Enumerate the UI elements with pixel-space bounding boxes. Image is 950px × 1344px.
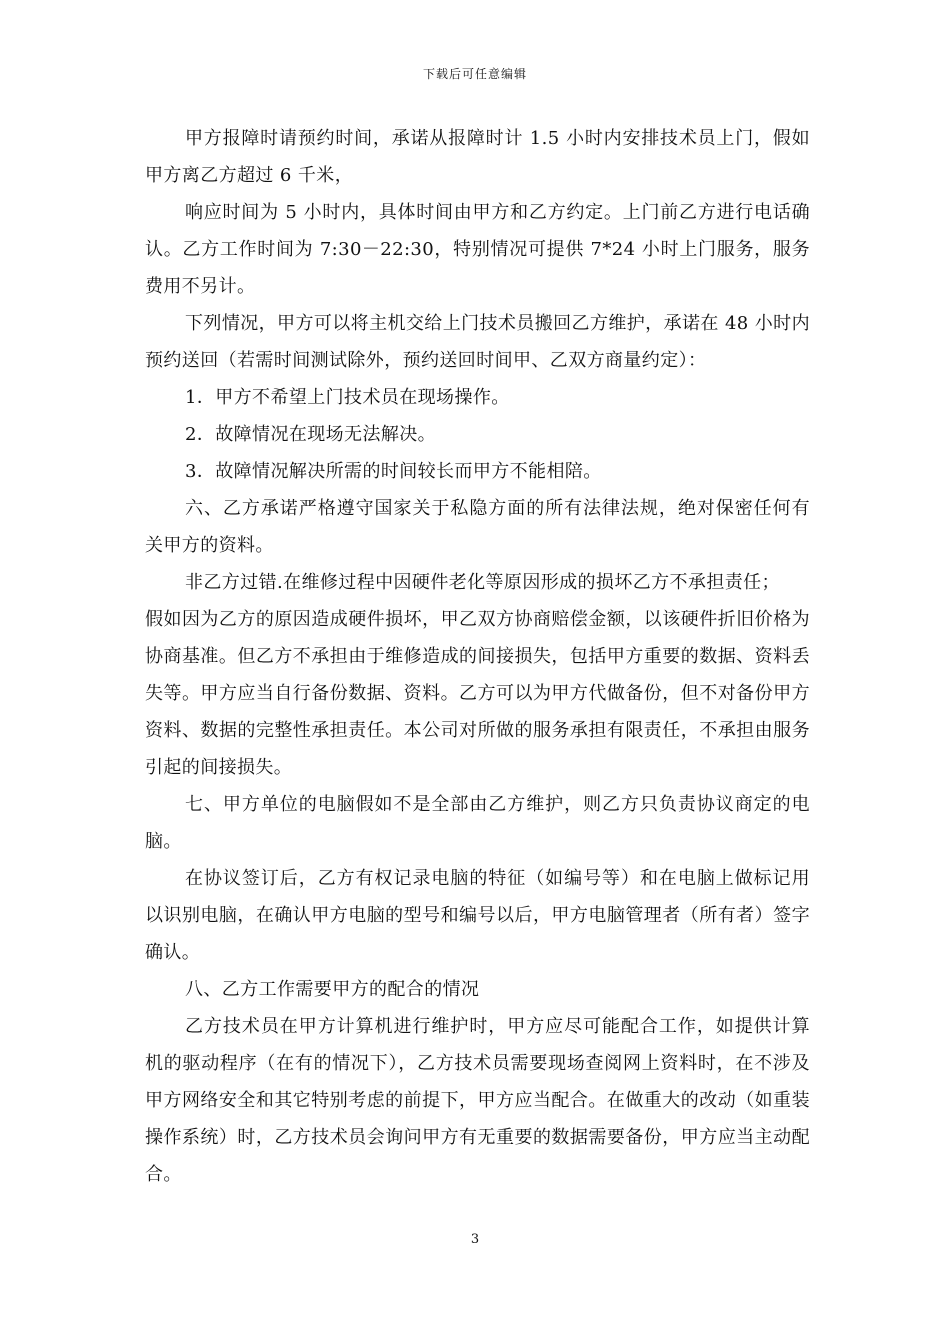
section-7-scope: 七、甲方单位的电脑假如不是全部由乙方维护，则乙方只负责协议商定的电脑。 [145, 794, 810, 852]
page-header: 下载后可任意编辑 [422, 67, 527, 81]
section-8-title: 八、乙方工作需要甲方的配合的情况 [185, 979, 480, 1000]
paragraph-computer-marking: 在协议签订后，乙方有权记录电脑的特征（如编号等）和在电脑上做标记用以识别电脑，在确认甲方电脑的型号和编号以后，甲方电脑管理者（所有者）签字确认。 [145, 868, 810, 963]
paragraph-cooperation: 乙方技术员在甲方计算机进行维护时，甲方应尽可能配合工作，如提供计算机的驱动程序（在有的情况下），乙方技术员需要现场查阅网上资料时，在不涉及甲方网络安全和其它特别考虑的前提下，甲方应当配合。在做重大的改动（如重装操作系统）时，乙方技术员会询问甲方有无重要的数据需要备份，甲方应当主动配合。 [145, 1016, 810, 1185]
paragraph-response-window: 响应时间为 5 小时内，具体时间由甲方和乙方约定。上门前乙方进行电话确认。乙方工作时间为 7:30－22:30，特别情况可提供 7*24 小时上门服务，服务费用不另计。 [145, 202, 810, 297]
list-item-condition-1: 1．甲方不希望上门技术员在现场操作。 [185, 387, 510, 408]
list-item-condition-2: 2．故障情况在现场无法解决。 [185, 424, 437, 445]
paragraph-hardware-aging: 非乙方过错.在维修过程中因硬件老化等原因形成的损坏乙方不承担责任； [185, 572, 780, 593]
list-item-condition-3: 3．故障情况解决所需的时间较长而甲方不能相陪。 [185, 461, 602, 482]
paragraph-liability: 假如因为乙方的原因造成硬件损坏，甲乙双方协商赔偿金额，以该硬件折旧价格为协商基准。但乙方不承担由于维修造成的间接损失，包括甲方重要的数据、资料丢失等。甲方应当自行备份数据、资料。乙方可以为甲方代做备份，但不对备份甲方资料、数据的完整性承担责任。本公司对所做的服务承担有限责任，不承担由服务引起的间接损失。 [145, 609, 810, 778]
page-number: 3 [470, 1232, 480, 1247]
paragraph-take-back-conditions: 下列情况，甲方可以将主机交给上门技术员搬回乙方维护，承诺在 48 小时内预约送回（若需时间测试除外，预约送回时间甲、乙双方商量约定）： [145, 313, 810, 371]
section-6-privacy: 六、乙方承诺严格遵守国家关于私隐方面的所有法律法规，绝对保密任何有关甲方的资料。 [145, 498, 810, 556]
paragraph-response-time: 甲方报障时请预约时间，承诺从报障时计 1.5 小时内安排技术员上门，假如甲方离乙方超过 6 千米， [145, 128, 810, 186]
document-body [145, 120, 810, 1193]
